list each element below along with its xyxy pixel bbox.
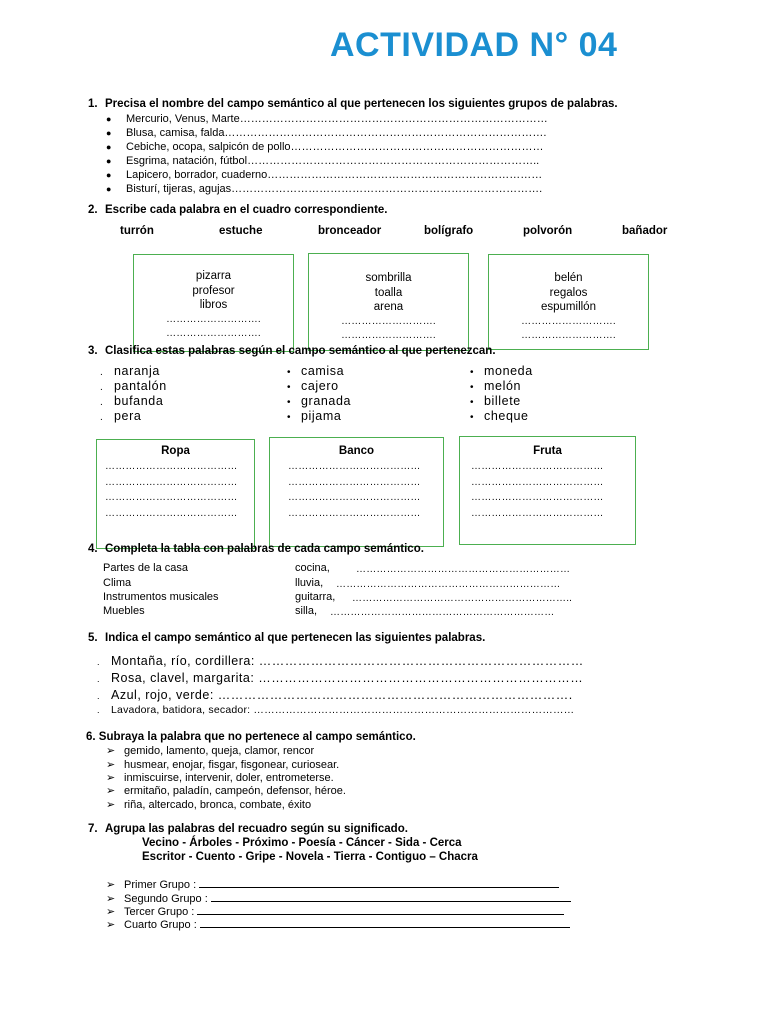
group-row: [106, 877, 559, 891]
arrow-icon: ➢: [106, 799, 116, 811]
question-number: 7.: [88, 823, 98, 835]
list-item: • melón: [470, 379, 522, 393]
group-label: Cuarto Grupo :: [124, 919, 197, 931]
blank-line[interactable]: ……………………….: [166, 328, 261, 339]
list-item: . pera: [100, 409, 142, 423]
list-item: ➢ riña, altercado, bronca, combate, éxito: [106, 799, 312, 811]
list-item: ● Blusa, camisa, falda…………………………………………………………………………….: [106, 127, 547, 139]
word-bank-line-2: Escritor - Cuento - Gripe - Novela - Tierra - Contiguo – Chacra: [142, 851, 478, 863]
box-beach: sombrilla toalla arena ………………………. ……………………….: [308, 253, 469, 351]
blank-line[interactable]: …………………………………: [288, 507, 421, 519]
list-item: ● Mercurio, Venus, Marte…………………………………………………………………………: [106, 113, 548, 125]
blank-line[interactable]: ……………………….: [166, 313, 261, 325]
blank-line[interactable]: …………………………………: [105, 476, 238, 488]
table-cell-field: Muebles: [103, 605, 145, 617]
word-boligrafo: bolígrafo: [424, 225, 474, 237]
arrow-icon: ➢: [106, 772, 116, 784]
question-number: 4.: [88, 543, 98, 555]
list-item: ➢ ermitaño, paladín, campeón, defensor, héroe.: [106, 785, 346, 797]
question-1: [88, 98, 618, 110]
bullet-icon: .: [100, 382, 104, 393]
dash-icon: •: [287, 412, 292, 423]
list-item: ● Lapicero, borrador, cuaderno…………………………………………………………………: [106, 169, 543, 181]
question-3: [88, 345, 496, 357]
blank-line[interactable]: ………………………………………………………: [356, 564, 571, 575]
dash-icon: •: [470, 397, 475, 408]
box-banco: [269, 437, 444, 547]
word-turron: turrón: [120, 225, 154, 237]
question-text: Clasifica estas palabras según el campo semántico al que pertenezcan.: [105, 345, 496, 357]
list-item: • billete: [470, 394, 521, 408]
page-title: ACTIVIDAD N° 04: [330, 26, 618, 64]
group-row: [106, 891, 571, 905]
group-answer-line[interactable]: [211, 891, 571, 902]
list-item: . Azul, rojo, verde: ……………………………………………………………………….: [97, 688, 573, 702]
arrow-icon: ➢: [106, 879, 116, 891]
list-item: ● Bisturí, tijeras, agujas………………………………………………………………………….: [106, 183, 543, 195]
word-bank-line-1: Vecino - Árboles - Próximo - Poesía - Cáncer - Sida - Cerca: [142, 837, 462, 849]
list-item: • granada: [287, 394, 352, 408]
blank-line[interactable]: …………………………………: [288, 476, 421, 488]
group-label: Primer Grupo :: [124, 879, 197, 891]
blank-line[interactable]: …………………………………: [288, 461, 421, 472]
list-item: ● Esgrima, natación, fútbol……………………………………………………………………..: [106, 155, 540, 167]
bullet-icon: .: [100, 412, 104, 423]
blank-line[interactable]: …………………………………: [288, 492, 421, 503]
list-item: . Lavadora, batidora, secador: ………………………………………………………………………………: [97, 704, 575, 716]
table-cell-field: Clima: [103, 577, 132, 589]
table-cell-example: silla,: [295, 605, 318, 617]
list-item: . Rosa, clavel, margarita: …………………………………………………………………: [97, 671, 584, 685]
box-fruta: [459, 436, 636, 545]
dash-icon: •: [470, 382, 475, 393]
table-cell-field: Partes de la casa: [103, 562, 188, 574]
blank-line[interactable]: …………………………………: [105, 492, 238, 503]
word-estuche: estuche: [219, 225, 263, 237]
arrow-icon: ➢: [106, 919, 116, 931]
dash-icon: •: [287, 367, 292, 378]
question-number: 6.: [86, 731, 96, 743]
list-item: . bufanda: [100, 394, 164, 408]
question-number: 2.: [88, 204, 98, 216]
blank-line[interactable]: ……………………….: [341, 330, 436, 341]
list-item: ➢ inmiscuirse, intervenir, doler, entrometerse.: [106, 772, 334, 784]
bullet-icon: ●: [106, 170, 112, 180]
list-item: . Montaña, río, cordillera: …………………………………………………………………: [97, 654, 584, 668]
question-4: [88, 543, 424, 555]
group-label: Segundo Grupo :: [124, 893, 208, 905]
dash-icon: •: [470, 412, 475, 423]
arrow-icon: ➢: [106, 759, 116, 771]
blank-line[interactable]: …………………………………: [105, 461, 238, 472]
bullet-icon: .: [97, 705, 100, 715]
bullet-icon: ●: [106, 184, 112, 194]
table-cell-field: Instrumentos musicales: [103, 591, 219, 603]
group-answer-line[interactable]: [197, 904, 564, 915]
blank-line[interactable]: …………………………………: [471, 461, 604, 472]
blank-line[interactable]: ……………………….: [521, 315, 616, 327]
box-heading: Ropa: [161, 445, 190, 457]
question-text: Completa la tabla con palabras de cada campo semántico.: [105, 543, 424, 555]
dash-icon: •: [287, 382, 292, 393]
blank-line[interactable]: …………………………………: [471, 492, 604, 503]
bullet-icon: .: [97, 657, 101, 667]
word-polvoron: polvorón: [523, 225, 573, 237]
bullet-icon: .: [100, 367, 104, 378]
list-item: • cajero: [287, 379, 339, 393]
list-item: • cheque: [470, 409, 529, 423]
question-5: [88, 632, 485, 644]
arrow-icon: ➢: [106, 893, 116, 905]
blank-line[interactable]: ……………………….: [521, 330, 616, 341]
list-item: ➢ husmear, enojar, fisgar, fisgonear, curiosear.: [106, 759, 340, 771]
bullet-icon: .: [100, 397, 104, 408]
arrow-icon: ➢: [106, 745, 116, 757]
blank-line[interactable]: ………………………………………………………..: [352, 593, 573, 604]
group-row: [106, 904, 564, 918]
question-text: Escribe cada palabra en el cuadro correspondiente.: [105, 204, 388, 216]
bullet-icon: ●: [106, 128, 112, 138]
box-heading: Banco: [338, 445, 375, 457]
group-answer-line[interactable]: [200, 917, 570, 928]
question-text: Agrupa las palabras del recuadro según su significado.: [105, 823, 408, 835]
question-text: Subraya la palabra que no pertenece al campo semántico.: [98, 731, 416, 743]
blank-line[interactable]: …………………………………: [471, 507, 604, 519]
list-item: • pijama: [287, 409, 342, 423]
bullet-icon: ●: [106, 142, 112, 152]
list-item: . pantalón: [100, 379, 167, 393]
box-christmas: belén regalos espumillón ………………………. ……………………….: [488, 254, 649, 350]
blank-line[interactable]: …………………………………………………………: [336, 579, 561, 590]
table-cell-example: cocina,: [295, 562, 330, 574]
blank-line[interactable]: …………………………………………………………: [330, 607, 555, 618]
arrow-icon: ➢: [106, 785, 116, 797]
table-cell-example: lluvia,: [295, 577, 324, 589]
word-bronceador: bronceador: [318, 225, 382, 237]
box-school: pizarra profesor libros ………………………. ……………………….: [133, 254, 294, 352]
question-number: 5.: [88, 632, 98, 644]
list-item: ➢ gemido, lamento, queja, clamor, rencor: [106, 745, 315, 757]
dash-icon: •: [287, 397, 292, 408]
bullet-icon: .: [97, 674, 101, 684]
bullet-icon: ●: [106, 114, 112, 124]
list-item: • moneda: [470, 364, 533, 378]
blank-line[interactable]: …………………………………: [471, 476, 604, 488]
word-banador: bañador: [622, 225, 668, 237]
group-row: [106, 917, 570, 931]
box-ropa: [96, 439, 255, 549]
blank-line[interactable]: ……………………….: [341, 315, 436, 327]
bullet-icon: ●: [106, 156, 112, 166]
question-text: Precisa el nombre del campo semántico al que pertenecen los siguientes grupos de palabras.: [105, 98, 618, 110]
list-item: . naranja: [100, 364, 160, 378]
list-item: ● Cebiche, ocopa, salpicón de pollo……………………………………………………………: [106, 141, 544, 153]
question-text: Indica el campo semántico al que pertenecen las siguientes palabras.: [105, 632, 486, 644]
blank-line[interactable]: …………………………………: [105, 507, 238, 519]
box-heading: Fruta: [533, 445, 562, 457]
question-2: [88, 204, 388, 216]
question-number: 3.: [88, 345, 98, 357]
question-number: 1.: [88, 98, 98, 110]
bullet-icon: .: [97, 691, 101, 701]
group-answer-line[interactable]: [199, 877, 559, 888]
group-label: Tercer Grupo :: [124, 906, 195, 918]
list-item: • camisa: [287, 364, 345, 378]
table-cell-example: guitarra,: [295, 591, 336, 603]
question-6: [86, 731, 416, 743]
dash-icon: •: [470, 367, 475, 378]
arrow-icon: ➢: [106, 906, 116, 918]
question-7: [88, 823, 408, 835]
